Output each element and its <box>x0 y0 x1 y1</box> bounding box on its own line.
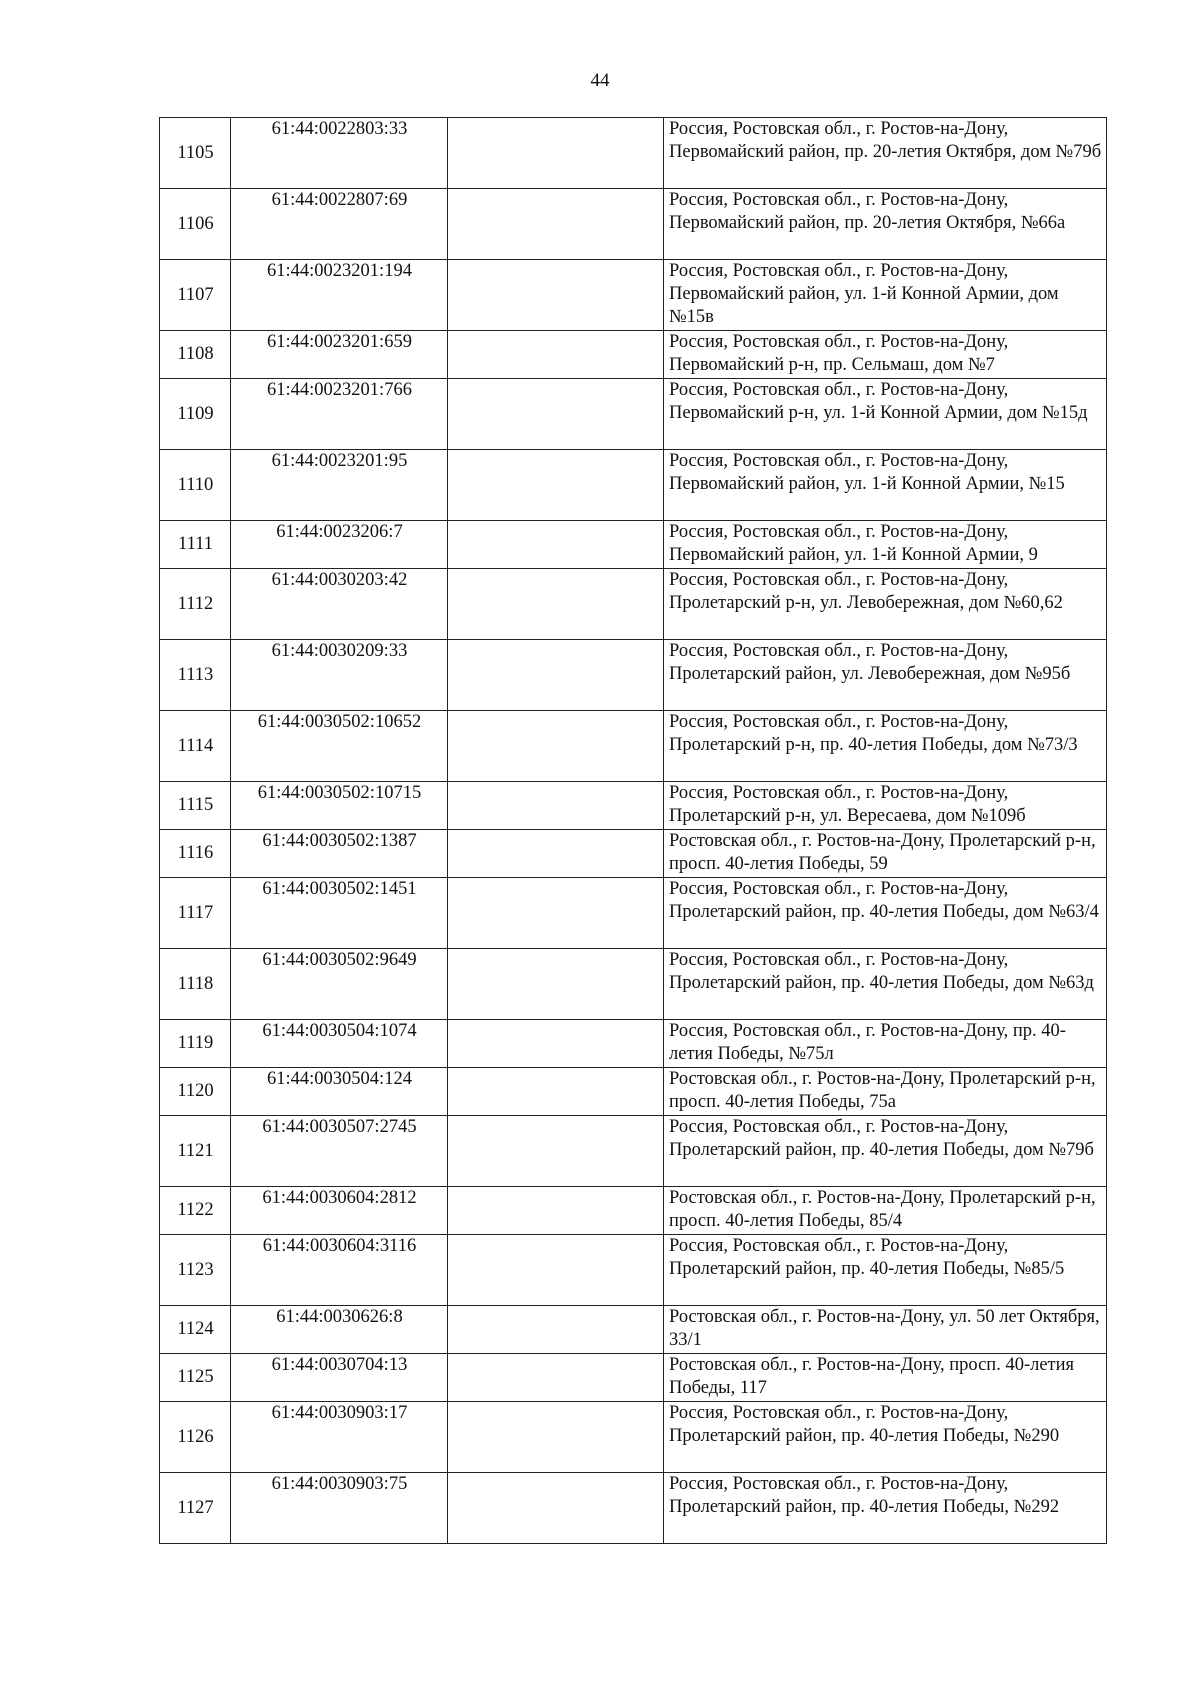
empty-cell <box>448 260 664 331</box>
table-row <box>160 1020 1107 1068</box>
page-number: 44 <box>590 70 610 91</box>
empty-cell <box>448 1354 664 1402</box>
table-row <box>160 118 1107 189</box>
empty-cell <box>448 1473 664 1544</box>
table-row <box>160 1473 1107 1544</box>
table-row <box>160 189 1107 260</box>
address: Ростовская обл., г. Ростов-на-Дону, Пролетарский р-н, просп. 40-летия Победы, 59 <box>664 830 1107 878</box>
empty-cell <box>448 830 664 878</box>
address: Россия, Ростовская обл., г. Ростов-на-Дону, Первомайский район, ул. 1-й Конной Армии, дом №15в <box>664 260 1107 331</box>
cadastral-number: 61:44:0030507:2745 <box>231 1116 448 1187</box>
table-row <box>160 1354 1107 1402</box>
row-number: 1114 <box>160 711 231 782</box>
row-number: 1112 <box>160 569 231 640</box>
address: Россия, Ростовская обл., г. Ростов-на-Дону, Первомайский район, пр. 20-летия Октября, №66а <box>664 189 1107 260</box>
empty-cell <box>448 379 664 450</box>
empty-cell <box>448 1306 664 1354</box>
empty-cell <box>448 949 664 1020</box>
cadastral-number: 61:44:0030604:3116 <box>231 1235 448 1306</box>
row-number: 1108 <box>160 331 231 379</box>
address: Россия, Ростовская обл., г. Ростов-на-Дону, Пролетарский район, пр. 40-летия Победы, №85/5 <box>664 1235 1107 1306</box>
address: Россия, Ростовская обл., г. Ростов-на-Дону, Первомайский р-н, пр. Сельмаш, дом №7 <box>664 331 1107 379</box>
address: Россия, Ростовская обл., г. Ростов-на-Дону, Пролетарский район, пр. 40-летия Победы, дом №79б <box>664 1116 1107 1187</box>
row-number: 1113 <box>160 640 231 711</box>
cadastral-number: 61:44:0030903:75 <box>231 1473 448 1544</box>
row-number: 1123 <box>160 1235 231 1306</box>
table-row <box>160 379 1107 450</box>
row-number: 1122 <box>160 1187 231 1235</box>
cadastral-number: 61:44:0023201:95 <box>231 450 448 521</box>
cadastral-number: 61:44:0030604:2812 <box>231 1187 448 1235</box>
empty-cell <box>448 521 664 569</box>
address: Россия, Ростовская обл., г. Ростов-на-Дону, Первомайский район, ул. 1-й Конной Армии, №15 <box>664 450 1107 521</box>
empty-cell <box>448 878 664 949</box>
address: Россия, Ростовская обл., г. Ростов-на-Дону, Пролетарский район, пр. 40-летия Победы, №292 <box>664 1473 1107 1544</box>
empty-cell <box>448 1235 664 1306</box>
empty-cell <box>448 1402 664 1473</box>
empty-cell <box>448 1020 664 1068</box>
cadastral-number: 61:44:0030502:1387 <box>231 830 448 878</box>
empty-cell <box>448 331 664 379</box>
table-row <box>160 1068 1107 1116</box>
empty-cell <box>448 189 664 260</box>
cadastral-number: 61:44:0030626:8 <box>231 1306 448 1354</box>
row-number: 1116 <box>160 830 231 878</box>
cadastral-number: 61:44:0023201:766 <box>231 379 448 450</box>
cadastral-number: 61:44:0022807:69 <box>231 189 448 260</box>
row-number: 1111 <box>160 521 231 569</box>
empty-cell <box>448 118 664 189</box>
address: Россия, Ростовская обл., г. Ростов-на-Дону, Пролетарский р-н, ул. Левобережная, дом №60,62 <box>664 569 1107 640</box>
table-row <box>160 450 1107 521</box>
address: Россия, Ростовская обл., г. Ростов-на-Дону, Пролетарский район, пр. 40-летия Победы, №290 <box>664 1402 1107 1473</box>
table-row <box>160 1235 1107 1306</box>
address: Россия, Ростовская обл., г. Ростов-на-Дону, Пролетарский район, пр. 40-летия Победы, дом №63/4 <box>664 878 1107 949</box>
table-row <box>160 878 1107 949</box>
address: Россия, Ростовская обл., г. Ростов-на-Дону, Пролетарский р-н, ул. Вересаева, дом №109б <box>664 782 1107 830</box>
row-number: 1106 <box>160 189 231 260</box>
row-number: 1117 <box>160 878 231 949</box>
table-row <box>160 521 1107 569</box>
cadastral-number: 61:44:0030704:13 <box>231 1354 448 1402</box>
empty-cell <box>448 711 664 782</box>
cadastral-number: 61:44:0030502:9649 <box>231 949 448 1020</box>
address: Россия, Ростовская обл., г. Ростов-на-Дону, Пролетарский р-н, пр. 40-летия Победы, дом №73/3 <box>664 711 1107 782</box>
row-number: 1124 <box>160 1306 231 1354</box>
cadastral-number: 61:44:0023201:659 <box>231 331 448 379</box>
address: Ростовская обл., г. Ростов-на-Дону, ул. 50 лет Октября, 33/1 <box>664 1306 1107 1354</box>
cadastral-number: 61:44:0030502:1451 <box>231 878 448 949</box>
table-row <box>160 1306 1107 1354</box>
address: Россия, Ростовская обл., г. Ростов-на-Дону, Первомайский район, пр. 20-летия Октября, дом №79б <box>664 118 1107 189</box>
table-row <box>160 1116 1107 1187</box>
table-row <box>160 569 1107 640</box>
row-number: 1118 <box>160 949 231 1020</box>
cadastral-number: 61:44:0030903:17 <box>231 1402 448 1473</box>
registry-table <box>159 117 1107 1544</box>
cadastral-number: 61:44:0030504:124 <box>231 1068 448 1116</box>
table-row <box>160 1402 1107 1473</box>
table-row <box>160 830 1107 878</box>
address: Россия, Ростовская обл., г. Ростов-на-Дону, пр. 40-летия Победы, №75л <box>664 1020 1107 1068</box>
row-number: 1125 <box>160 1354 231 1402</box>
address: Россия, Ростовская обл., г. Ростов-на-Дону, Пролетарский район, пр. 40-летия Победы, дом №63д <box>664 949 1107 1020</box>
empty-cell <box>448 1116 664 1187</box>
table-row <box>160 949 1107 1020</box>
row-number: 1119 <box>160 1020 231 1068</box>
table-row <box>160 782 1107 830</box>
table-row <box>160 331 1107 379</box>
address: Ростовская обл., г. Ростов-на-Дону, просп. 40-летия Победы, 117 <box>664 1354 1107 1402</box>
row-number: 1105 <box>160 118 231 189</box>
address: Россия, Ростовская обл., г. Ростов-на-Дону, Первомайский р-н, ул. 1-й Конной Армии, дом №15д <box>664 379 1107 450</box>
row-number: 1115 <box>160 782 231 830</box>
cadastral-number: 61:44:0023206:7 <box>231 521 448 569</box>
empty-cell <box>448 1187 664 1235</box>
row-number: 1127 <box>160 1473 231 1544</box>
address: Ростовская обл., г. Ростов-на-Дону, Пролетарский р-н, просп. 40-летия Победы, 85/4 <box>664 1187 1107 1235</box>
table-row <box>160 1187 1107 1235</box>
empty-cell <box>448 640 664 711</box>
row-number: 1126 <box>160 1402 231 1473</box>
cadastral-number: 61:44:0023201:194 <box>231 260 448 331</box>
cadastral-number: 61:44:0030203:42 <box>231 569 448 640</box>
address: Россия, Ростовская обл., г. Ростов-на-Дону, Первомайский район, ул. 1-й Конной Армии, 9 <box>664 521 1107 569</box>
empty-cell <box>448 569 664 640</box>
address: Россия, Ростовская обл., г. Ростов-на-Дону, Пролетарский район, ул. Левобережная, дом №95б <box>664 640 1107 711</box>
cadastral-number: 61:44:0022803:33 <box>231 118 448 189</box>
empty-cell <box>448 450 664 521</box>
table-row <box>160 640 1107 711</box>
row-number: 1120 <box>160 1068 231 1116</box>
cadastral-number: 61:44:0030209:33 <box>231 640 448 711</box>
table-row <box>160 711 1107 782</box>
cadastral-number: 61:44:0030504:1074 <box>231 1020 448 1068</box>
cadastral-number: 61:44:0030502:10715 <box>231 782 448 830</box>
address: Ростовская обл., г. Ростов-на-Дону, Пролетарский р-н, просп. 40-летия Победы, 75а <box>664 1068 1107 1116</box>
row-number: 1121 <box>160 1116 231 1187</box>
empty-cell <box>448 782 664 830</box>
row-number: 1110 <box>160 450 231 521</box>
row-number: 1107 <box>160 260 231 331</box>
cadastral-number: 61:44:0030502:10652 <box>231 711 448 782</box>
table-row <box>160 260 1107 331</box>
empty-cell <box>448 1068 664 1116</box>
row-number: 1109 <box>160 379 231 450</box>
